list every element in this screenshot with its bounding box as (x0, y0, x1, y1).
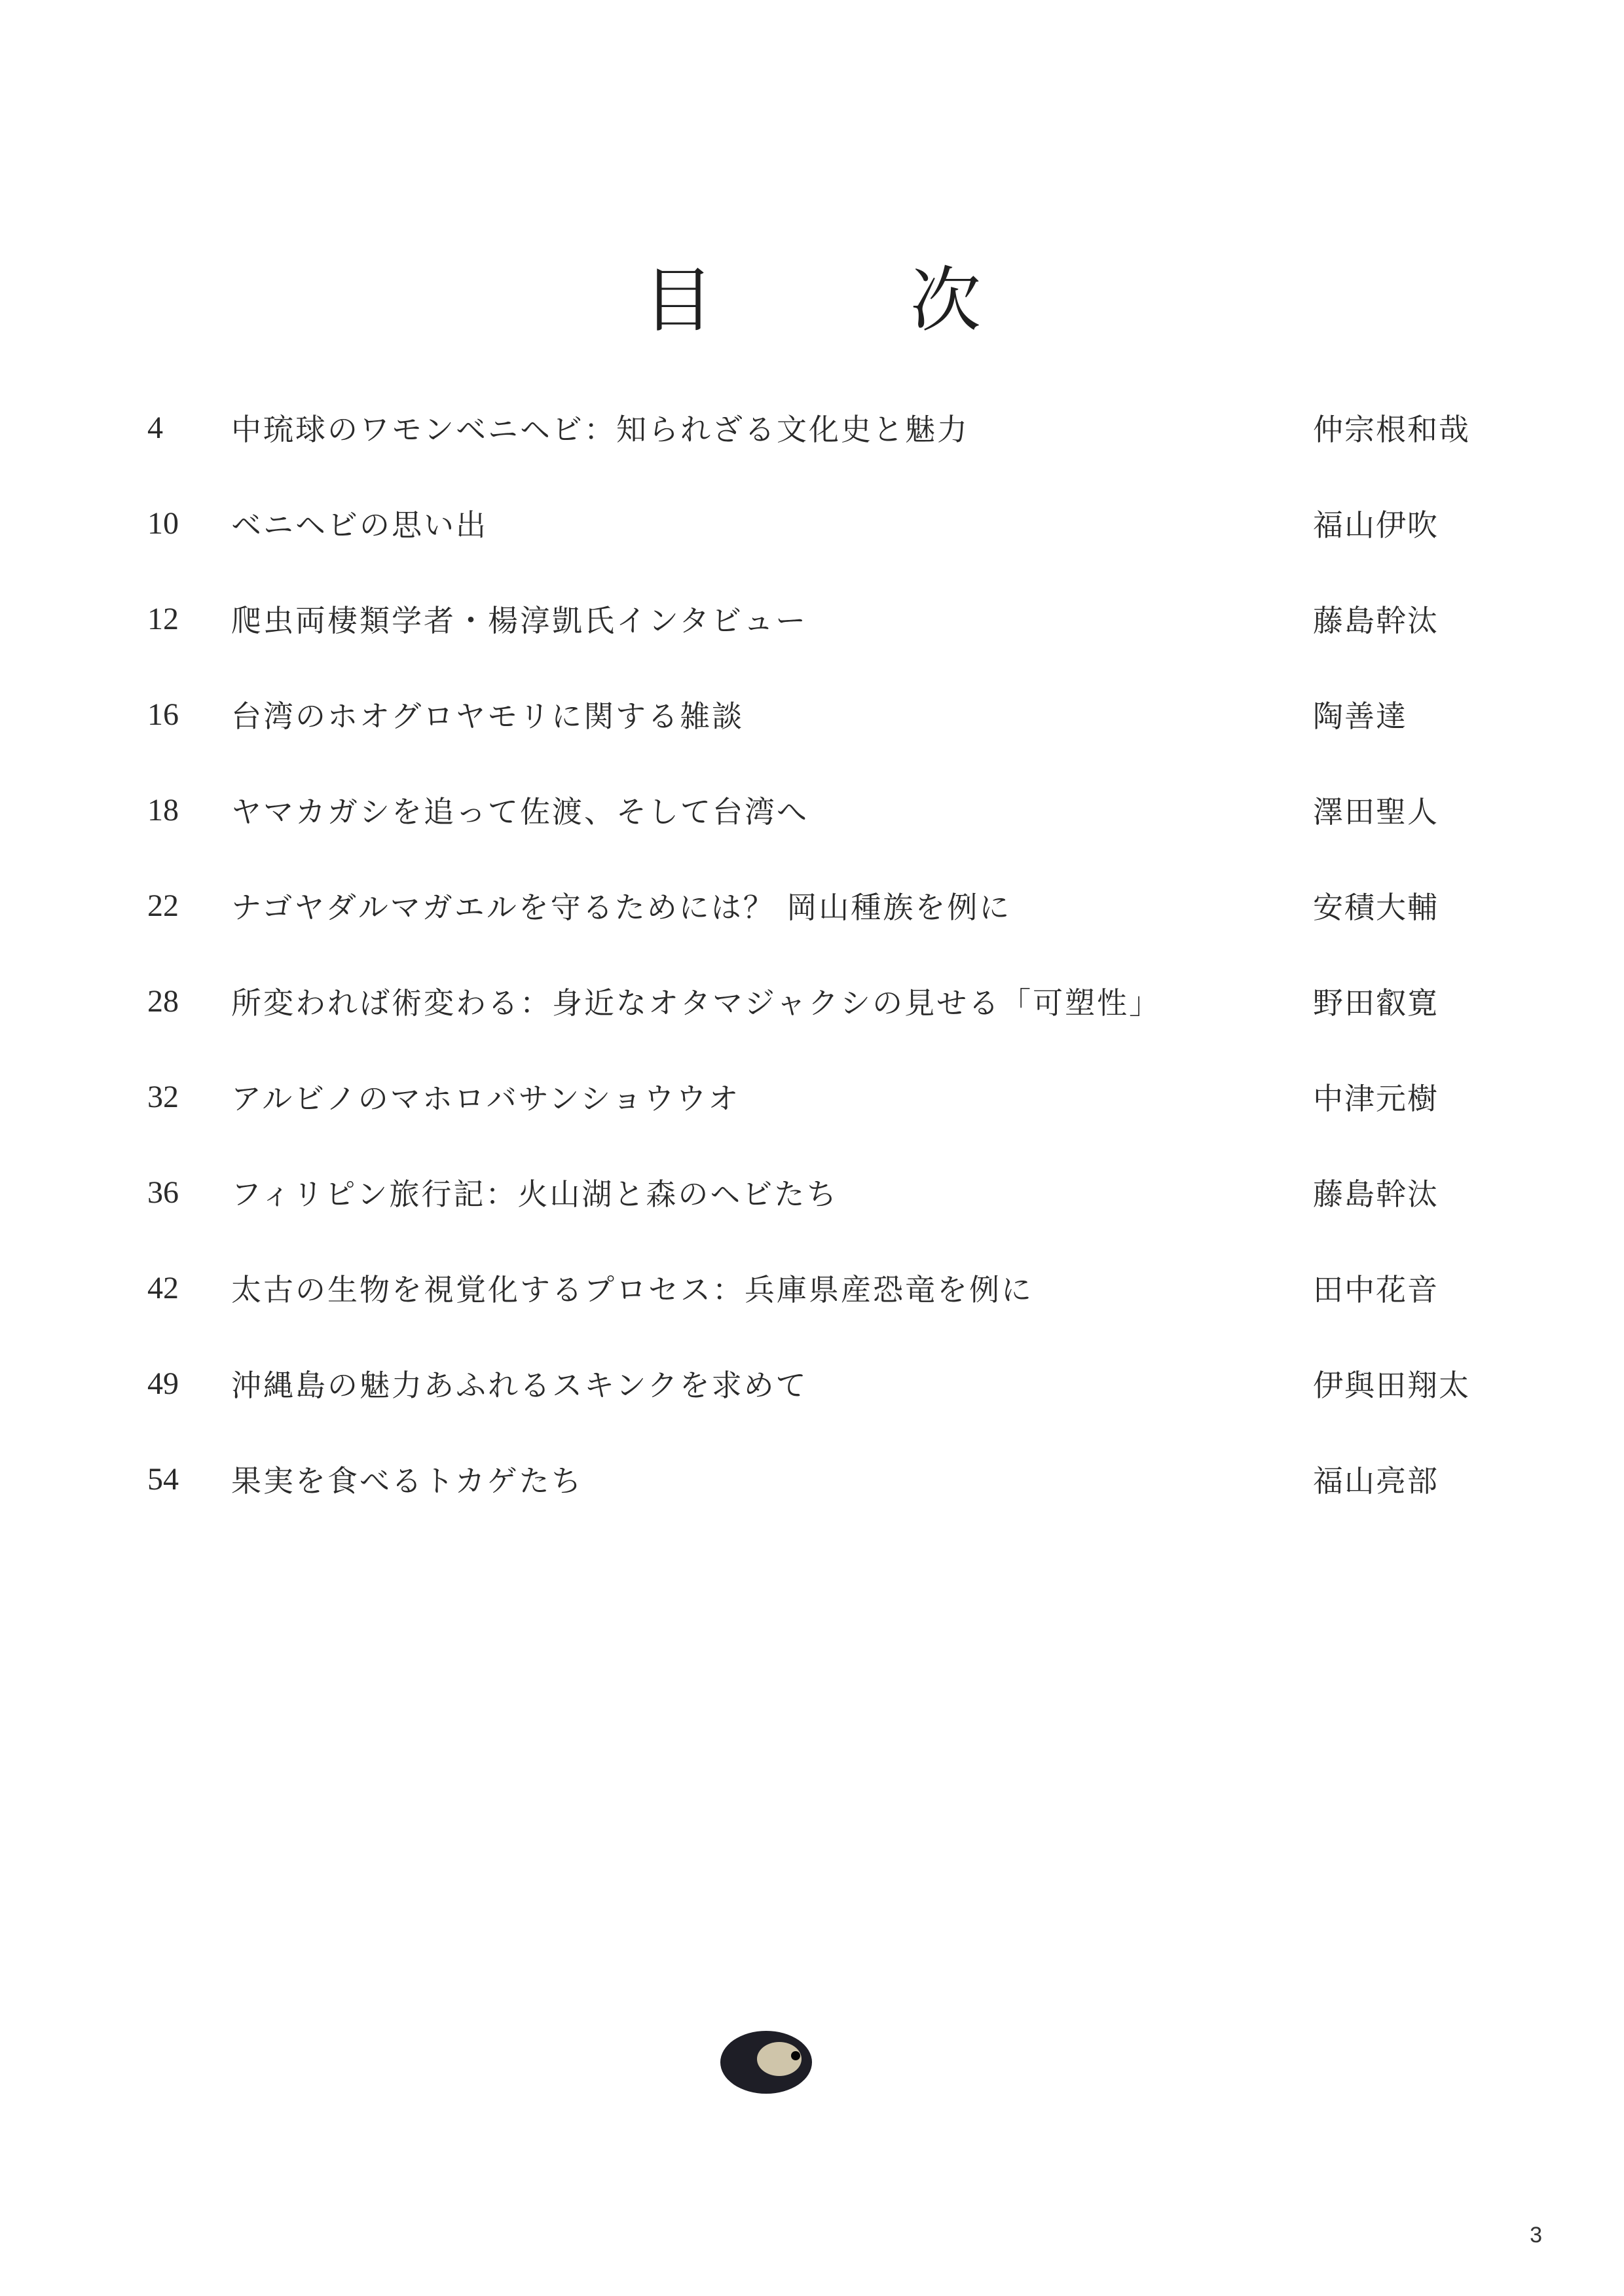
toc-author: 野田叡寛 (1313, 985, 1439, 1021)
toc-article-title: 台湾のホオグロヤモリに関する雑談 (231, 699, 745, 734)
toc-page-number: 18 (147, 792, 179, 828)
toc-page-number: 16 (147, 697, 179, 732)
toc-entry[interactable] (147, 953, 1483, 1049)
toc-page-number: 32 (147, 1079, 179, 1114)
toc-article-title: アルビノのマホロバサンショウウオ (231, 1081, 741, 1116)
toc-article-title: 爬虫両棲類学者・楊淳凱氏インタビュー (231, 603, 808, 638)
toc-entry[interactable] (147, 1240, 1483, 1336)
toc-entry[interactable] (147, 1049, 1483, 1144)
toc-author: 福山伊吹 (1313, 507, 1439, 543)
toc-entry[interactable] (147, 1144, 1483, 1240)
page-number: 3 (1530, 2223, 1542, 2248)
toc-author: 田中花音 (1313, 1272, 1439, 1307)
banded-snake-photo (190, 1604, 1434, 2160)
toc-article-title: フィリピン旅行記：火山湖と森のヘビたち (231, 1176, 839, 1212)
toc-entry[interactable] (147, 762, 1483, 858)
toc-author: 仲宗根和哉 (1313, 412, 1470, 447)
toc-entry[interactable] (147, 1336, 1483, 1431)
toc-entry[interactable] (147, 475, 1483, 571)
toc-page-number: 22 (147, 888, 179, 923)
toc-page-number: 49 (147, 1366, 179, 1401)
toc-author: 藤島幹汰 (1313, 603, 1439, 638)
table-of-contents (147, 380, 1483, 1527)
toc-author: 澤田聖人 (1313, 794, 1439, 829)
toc-article-title: 果実を食べるトカゲたち (231, 1463, 583, 1499)
toc-entry[interactable] (147, 571, 1483, 666)
toc-author: 陶善達 (1313, 699, 1407, 734)
toc-article-title: 中琉球のワモンベニヘビ：知られざる文化史と魅力 (231, 412, 969, 447)
toc-article-title: ナゴヤダルマガエルを守るためには？ 岡山種族を例に (231, 890, 1012, 925)
toc-author: 福山亮部 (1313, 1463, 1439, 1499)
toc-article-title: 所変われば術変わる：身近なオタマジャクシの見せる「可塑性」 (231, 985, 1162, 1021)
toc-article-title: 太古の生物を視覚化するプロセス：兵庫県産恐竜を例に (231, 1272, 1033, 1307)
toc-article-title: ベニヘビの思い出 (231, 507, 488, 543)
page-title: 目 次 (642, 260, 1044, 342)
toc-entry[interactable] (147, 1431, 1483, 1527)
toc-page-number: 10 (147, 505, 179, 541)
toc-author: 藤島幹汰 (1313, 1176, 1439, 1212)
toc-page-number: 4 (147, 410, 163, 445)
toc-page-number: 36 (147, 1175, 179, 1210)
toc-article-title: ヤマカガシを追って佐渡、そして台湾へ (231, 794, 809, 829)
toc-page-number: 28 (147, 983, 179, 1019)
toc-article-title: 沖縄島の魅力あふれるスキンクを求めて (231, 1368, 808, 1403)
toc-entry[interactable] (147, 380, 1483, 475)
toc-page-number: 54 (147, 1461, 179, 1497)
toc-author: 安積大輔 (1313, 890, 1439, 925)
toc-page-number: 42 (147, 1270, 179, 1305)
toc-page-number: 12 (147, 601, 179, 636)
toc-author: 伊與田翔太 (1313, 1368, 1470, 1403)
toc-author: 中津元樹 (1313, 1081, 1439, 1116)
toc-entry[interactable] (147, 666, 1483, 762)
toc-entry[interactable] (147, 858, 1483, 953)
